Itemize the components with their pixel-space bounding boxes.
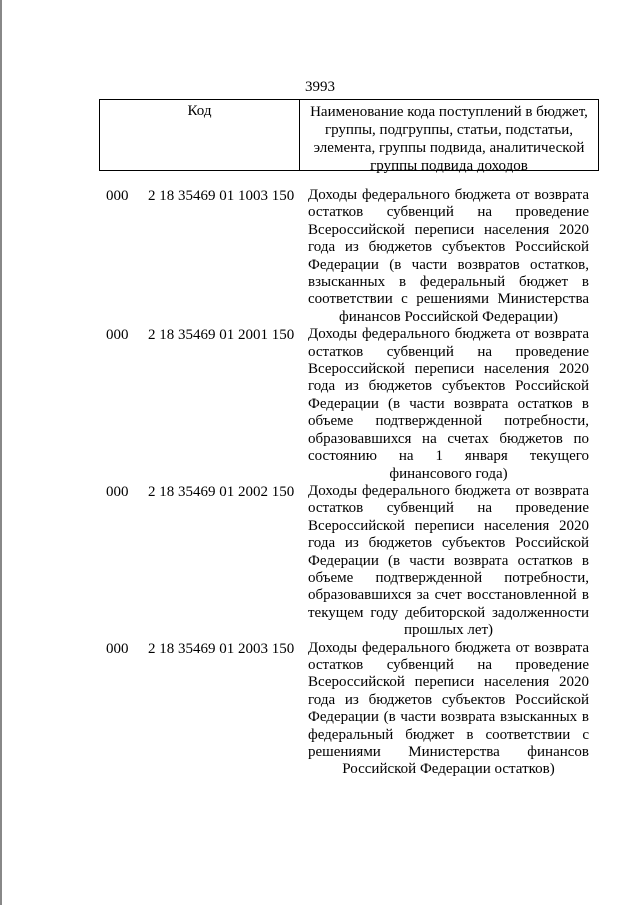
row-description: Доходы федерального бюджета от возврата остатков субвенций на проведение Всероссийской переписи населения 2020 года из бюджетов субъектов Российской Федерации (в части возврата остатков в объеме подтвержденной потребности, образовавшихся на счетах бюджетов по состоянию на 1 января текущего финансового года) [308,326,589,482]
table-row [0,326,640,483]
row-description: Доходы федерального бюджета от возврата остатков субвенций на проведение Всероссийской переписи населения 2020 года из бюджетов субъектов Российской Федерации (в части возврата остатков в объеме подтвержденной потребности, образовавшихся за счет восстановленной в текущем году дебиторской задолженности прошлых лет) [308,482,589,639]
admin-code: 000 [106,327,129,344]
table-header [99,99,599,174]
row-description: Доходы федерального бюджета от возврата остатков субвенций на проведение Всероссийской переписи населения 2020 года из бюджетов субъектов Российской Федерации (в части возврата взысканных в федеральный бюджет в соответствии с решениями Министерства финансов Российской Федерации остатков) [308,639,589,778]
admin-code: 000 [106,483,129,500]
row-description: Доходы федерального бюджета от возврата остатков субвенций на проведение Всероссийской переписи населения 2020 года из бюджетов субъектов Российской Федерации (в части возвратов остатков, взысканных в федеральный бюджет в соответствии с решениями Министерства финансов Российской Федерации) [308,187,589,325]
admin-code: 000 [106,188,129,204]
header-code-cell: Код [100,100,300,170]
budget-code: 2 18 35469 01 1003 150 [148,188,295,204]
header-name-cell: Наименование кода поступлений в бюджет, группы, подгруппы, статьи, подстатьи, элемента, группы подвида, аналитической группы подвида доходов [310,104,588,174]
table-row [0,640,640,779]
table-body [0,187,640,779]
admin-code: 000 [106,640,129,657]
page-number: 3993 [305,79,335,95]
budget-code: 2 18 35469 01 2003 150 [148,640,295,657]
budget-code: 2 18 35469 01 2002 150 [148,483,295,500]
table-row [0,187,640,326]
table-row [0,483,640,640]
budget-code: 2 18 35469 01 2001 150 [148,327,295,344]
